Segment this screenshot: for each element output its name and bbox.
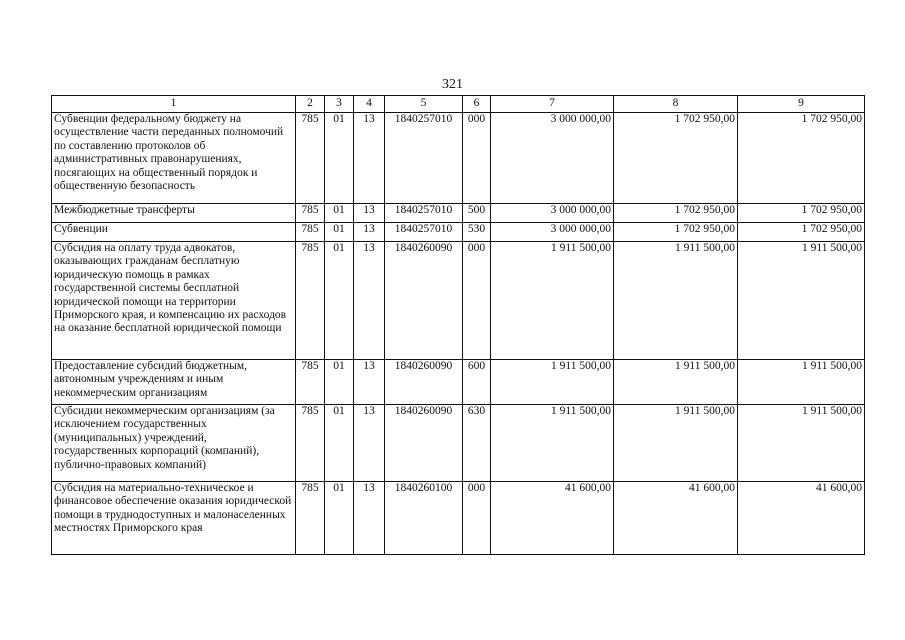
- row-col-6: 630: [463, 405, 491, 482]
- row-col-7: 1 911 500,00: [491, 242, 614, 360]
- table-row: [52, 242, 865, 360]
- row-col-8: 1 702 950,00: [614, 113, 738, 204]
- row-col-6: 530: [463, 223, 491, 242]
- row-name: Предоставление субсидий бюджетным, автономным учреждениям и иным некоммерческим организациям: [52, 360, 296, 405]
- row-col-3: 01: [325, 360, 354, 405]
- row-col-8: 1 702 950,00: [614, 204, 738, 223]
- header-cell: 3: [325, 96, 354, 113]
- header-cell: 1: [52, 96, 296, 113]
- row-col-8: 1 911 500,00: [614, 405, 738, 482]
- row-col-6: 000: [463, 242, 491, 360]
- row-col-2: 785: [296, 113, 325, 204]
- row-col-8: 41 600,00: [614, 482, 738, 555]
- row-name: Субсидии некоммерческим организациям (за исключением государственных (муниципальных) учреждений, государственных корпораций (компаний), публично-правовых компаний): [52, 405, 296, 482]
- row-col-9: 1 702 950,00: [738, 113, 865, 204]
- row-col-8: 1 911 500,00: [614, 360, 738, 405]
- row-col-7: 41 600,00: [491, 482, 614, 555]
- table-row: [52, 482, 865, 555]
- row-col-2: 785: [296, 482, 325, 555]
- header-cell: 4: [354, 96, 385, 113]
- header-row: [52, 96, 865, 113]
- row-col-5: 1840257010: [385, 113, 463, 204]
- table-row: [52, 223, 865, 242]
- row-name: Субсидия на оплату труда адвокатов, оказывающих гражданам бесплатную юридическую помощь в рамках государственной системы бесплатной юридической помощи на территории Приморского края, и компенсацию их расходов на оказание бесплатной юридической помощи: [52, 242, 296, 360]
- row-col-3: 01: [325, 204, 354, 223]
- header-cell: 6: [463, 96, 491, 113]
- row-col-6: 600: [463, 360, 491, 405]
- header-cell: 5: [385, 96, 463, 113]
- row-col-5: 1840260090: [385, 360, 463, 405]
- table-row: [52, 204, 865, 223]
- row-col-7: 3 000 000,00: [491, 113, 614, 204]
- row-col-9: 1 702 950,00: [738, 223, 865, 242]
- row-col-4: 13: [354, 113, 385, 204]
- row-col-2: 785: [296, 223, 325, 242]
- row-col-7: 1 911 500,00: [491, 360, 614, 405]
- row-name: Межбюджетные трансферты: [52, 204, 296, 223]
- header-cell: 2: [296, 96, 325, 113]
- row-col-3: 01: [325, 405, 354, 482]
- table-row: [52, 113, 865, 204]
- table-row: [52, 360, 865, 405]
- row-col-4: 13: [354, 360, 385, 405]
- row-col-4: 13: [354, 204, 385, 223]
- row-col-4: 13: [354, 223, 385, 242]
- row-col-5: 1840257010: [385, 223, 463, 242]
- row-col-6: 000: [463, 113, 491, 204]
- row-col-7: 3 000 000,00: [491, 204, 614, 223]
- row-col-3: 01: [325, 242, 354, 360]
- row-col-9: 1 911 500,00: [738, 405, 865, 482]
- row-col-2: 785: [296, 204, 325, 223]
- row-col-3: 01: [325, 223, 354, 242]
- row-col-9: 1 702 950,00: [738, 204, 865, 223]
- row-col-7: 3 000 000,00: [491, 223, 614, 242]
- row-col-5: 1840257010: [385, 204, 463, 223]
- row-col-8: 1 702 950,00: [614, 223, 738, 242]
- row-col-4: 13: [354, 405, 385, 482]
- row-name: Субсидия на материально-техническое и финансовое обеспечение оказания юридической помощи в труднодоступных и малонаселенных местностях Приморского края: [52, 482, 296, 555]
- row-col-9: 41 600,00: [738, 482, 865, 555]
- row-col-2: 785: [296, 360, 325, 405]
- row-col-5: 1840260090: [385, 242, 463, 360]
- header-cell: 7: [491, 96, 614, 113]
- row-col-3: 01: [325, 113, 354, 204]
- table-row: [52, 405, 865, 482]
- row-col-8: 1 911 500,00: [614, 242, 738, 360]
- row-col-4: 13: [354, 242, 385, 360]
- row-col-2: 785: [296, 405, 325, 482]
- row-col-6: 000: [463, 482, 491, 555]
- row-col-2: 785: [296, 242, 325, 360]
- row-col-9: 1 911 500,00: [738, 360, 865, 405]
- row-col-5: 1840260090: [385, 405, 463, 482]
- page-number: 321: [442, 77, 463, 92]
- budget-table: [51, 95, 865, 555]
- row-col-3: 01: [325, 482, 354, 555]
- header-cell: 9: [738, 96, 865, 113]
- row-col-4: 13: [354, 482, 385, 555]
- row-col-6: 500: [463, 204, 491, 223]
- header-cell: 8: [614, 96, 738, 113]
- row-name: Субвенции федеральному бюджету на осуществление части переданных полномочий по составлению протоколов об административных правонарушениях, посягающих на общественный порядок и общественную безопасность: [52, 113, 296, 204]
- row-name: Субвенции: [52, 223, 296, 242]
- row-col-9: 1 911 500,00: [738, 242, 865, 360]
- row-col-5: 1840260100: [385, 482, 463, 555]
- row-col-7: 1 911 500,00: [491, 405, 614, 482]
